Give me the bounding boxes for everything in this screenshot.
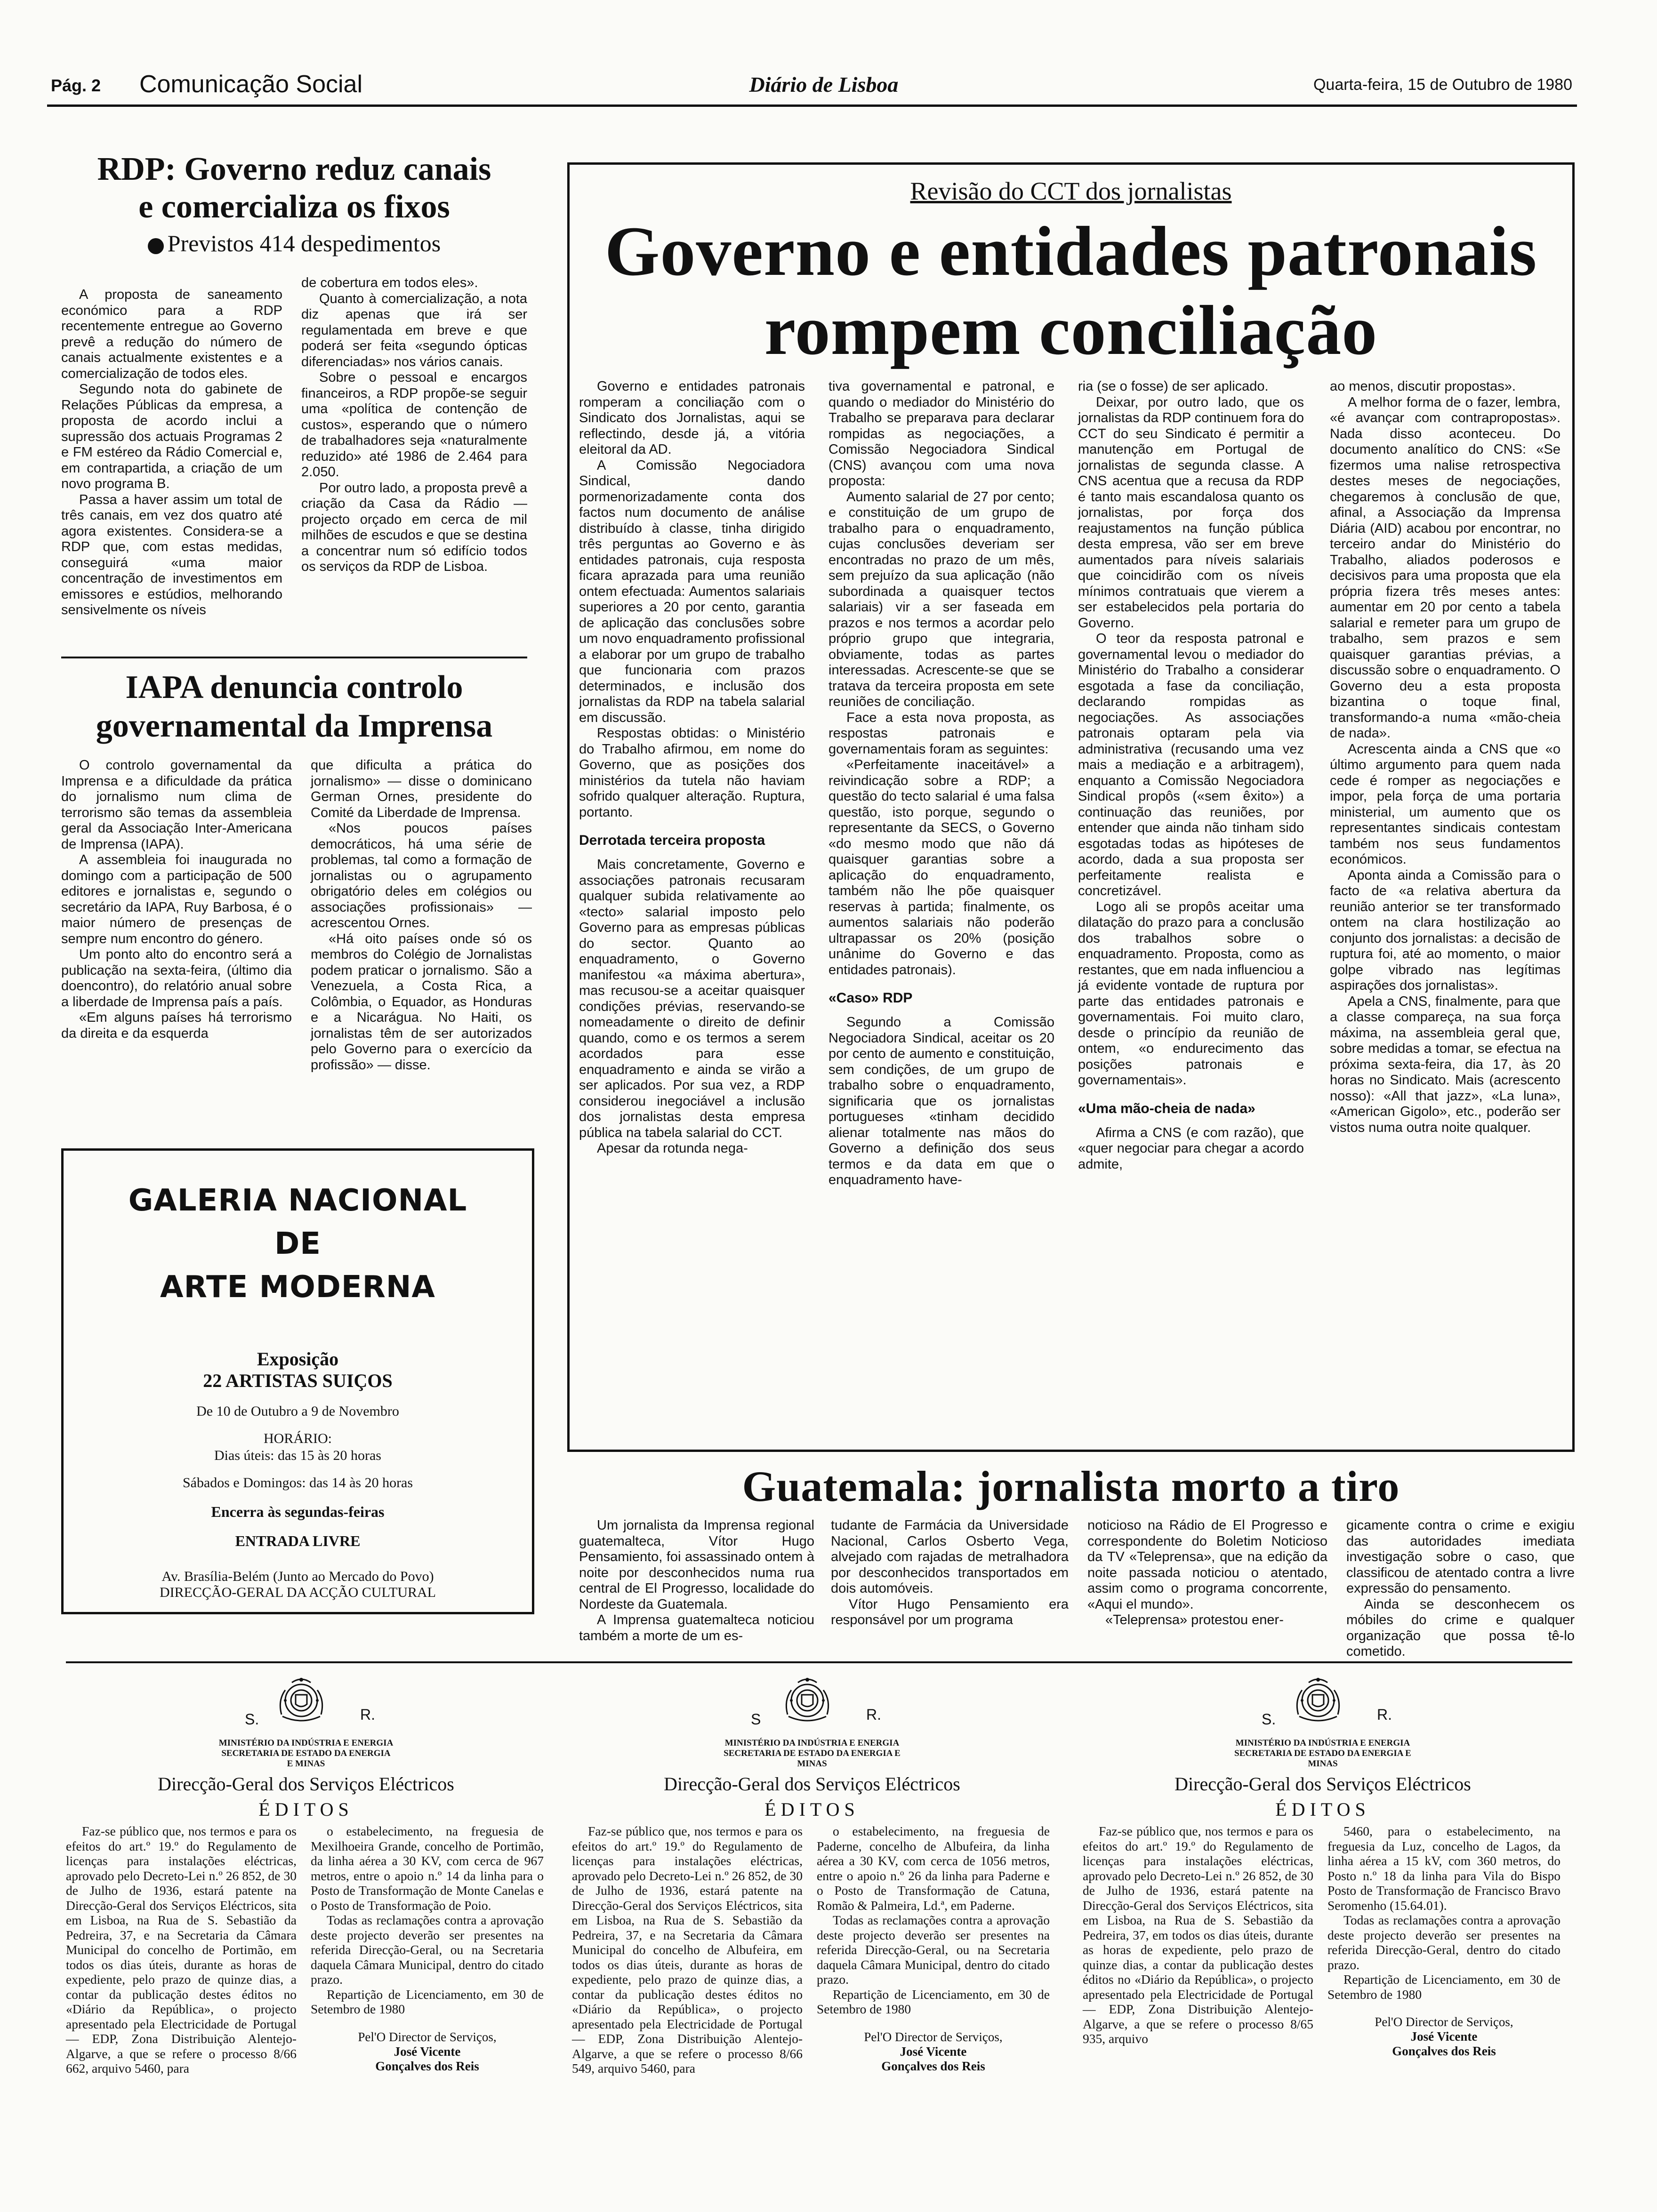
- paragraph: «Teleprensa» protestou ener-: [1105, 1612, 1284, 1627]
- paragraph: Mais concretamente, Governo e associações patronais recusaram qualquer subida relativamente ao «tecto» salarial imposto pelo Governo para as empresas públicas do sector. Quanto ao enquadramento, o Governo manifestou «a máxima abertura», mas recusou-se a aceitar quaisquer condições prévias, reservando-se nomeadamente o direito de definir quando, como e os termos a serem acordados para esse enquadramento e ainda se virão a ser aplicados. Por sua vez, a RDP considerou inegociável a inclusão dos jornalistas desta empresa pública na tabela salarial do CCT.: [579, 857, 805, 1140]
- galeria-dates: De 10 de Outubro a 9 de Novembro: [196, 1403, 399, 1419]
- paragraph: que dificulta a prática do jornalismo» — disse o dominicano German Ornes, presidente do Comité da Liberdade de Imprensa.: [311, 758, 532, 820]
- cct-column-3: [1078, 379, 1304, 1447]
- crest-s: S.: [245, 1711, 259, 1728]
- paragraph: Repartição de Licenciamento, em 30 de Setembro de 1980: [1327, 1972, 1560, 2002]
- guatemala-column-4: [1346, 1518, 1575, 1659]
- paragraph: 5460, para o estabelecimento, na freguesia da Luz, concelho de Lagos, da linha aérea a 15 kV, com 360 metros, do Posto n.º 18 da linha para Vila do Bispo Posto de Transformação de Francisco Bravo Seromenho (15.64.01).: [1327, 1824, 1560, 1913]
- crest-icon: [779, 1673, 840, 1730]
- edito-notice: S R. MINISTÉRIO DA INDÚSTRIA E ENERGIA SECRETARIA DE ESTADO DA ENERGIA E MINAS Direcção-Geral dos Serviços Eléctricos ÉDITOS Faz-se público que, nos termos e para os efeitos do art.º 19.º do Regulamento de licenças para instalações eléctricas, aprovado pelo Decreto-Lei n.º 26 852, de 30 de Julho de 1936, estará patente na Direcção-Geral dos Serviços Eléctricos, sita em Lisboa, na Rua de S. Sebastião da Pedreira, 37, e na Secretaria da Câmara Municipal do concelho de Albufeira, em todos os dias úteis, durante as horas de expediente, pelo prazo de quinze dias, a contar da publicação destes éditos no «Diário da República», o projecto apresentado pela Electricidade de Portugal — EDP, Zona Distribuição Alentejo-Algarve, a que se refere o processo 8/66 549, arquivo 5460, para o estabelecimento, na freguesia de Paderne, concelho de Albufeira, da linha aérea a 30 KV, com cerca de 1056 metros, entre o apoio n.º 26 da linha para Paderne e o Posto de Transformação de Catuna, Romão & Palmeira, Ld.ª, em Paderne. Todas as reclamações contra a aprovação deste projecto deverão ser presentes na referida Direcção-Geral, ou na Secretaria daquela Câmara Municipal, dentro do citado prazo. Repartição de Licenciamento, em 30 de Setembro de 1980 Pel'O Director de Serviços, José Vicente Gonçalves dos Reis: [572, 1668, 1066, 2196]
- paragraph: Segundo a Comissão Negociadora Sindical, aceitar os 20 por cento de aumento e constituição, sem condições, de um grupo de trabalho sobre o enquadramento, significaria que os jornalistas portugueses «tinham decidido alienar totalmente nas mãos do Governo a definição dos seus termos e da data em que o enquadramento have-: [828, 1015, 1054, 1187]
- paragraph: Logo ali se propôs aceitar uma dilatação do prazo para a conclusão dos trabalhos sobre o enquadramento. Proposta, como as restantes, que em nada influenciou a já evidente vontade de ruptura por parte das entidades patronais e governamentais. Foi muito claro, desde o princípio da reunião de ontem, «o endurecimento das posições patronais e governamentais».: [1078, 899, 1304, 1088]
- signer-line: Pel'O Director de Serviços,: [1375, 2015, 1513, 2029]
- paragraph: A melhor forma de o fazer, lembra, «é avançar com contrapropostas». Nada disso aconteceu. Do documento analítico do CNS: «Se fizermos uma nalise retrospectiva destes meses de negociações, chegaremos à conclusão de que, afinal, a Associação da Imprensa Diária (AID) acabou por encontrar, no terceiro andar do Ministério do Trabalho, aliados poderosos e decisivos para uma proposta que ela própria fizera três meses antes: aumentar em 20 por cento a tabela salarial e remeter para um grupo de trabalho, sem prazos e sem quaisquer garantias prévias, a discussão sobre o enquadramento. O Governo deu a esta proposta bizantina o toque final, transformando-a numa «mão-cheia de nada».: [1330, 394, 1560, 741]
- paragraph: Afirma a CNS (e com razão), que «quer negociar para chegar a acordo admite,: [1078, 1125, 1304, 1172]
- rdp-headline: RDP: Governo reduz canais e comercializa os fixos: [97, 151, 491, 225]
- galeria-org: DIRECÇÃO-GERAL DA ACÇÃO CULTURAL: [160, 1585, 436, 1600]
- paragraph: Todas as reclamações contra a aprovação deste projecto deverão ser presentes na referida Direcção-Geral, dentro do citado prazo.: [1327, 1913, 1560, 1972]
- dg-title: Direcção-Geral dos Serviços Eléctricos: [1174, 1773, 1471, 1795]
- paragraph: noticioso na Rádio de El Progresso e correspondente do Boletim Noticioso da TV «Teleprensa», que na edição da noite passada noticiou o atentado, assim como o programa concorrente, «Aqui el mundo».: [1087, 1518, 1327, 1612]
- ministry-name: MINISTÉRIO DA INDÚSTRIA E ENERGIA: [724, 1738, 900, 1748]
- newspaper-logo: Diário de Lisboa: [749, 72, 899, 96]
- paragraph: Faz-se público que, nos termos e para os efeitos do art.º 19.º do Regulamento de licenças para instalações eléctricas, aprovado pelo Decreto-Lei n.º 26 852, de 30 de Julho de 1936, estará patente na Direcção-Geral dos Serviços Eléctricos, sita em Lisboa, na Rua de S. Sebastião da Pedreira, 37, e na Secretaria da Câmara Municipal do concelho de Portimão, em todos os dias úteis, durante as horas de expediente, pelo prazo de quinze dias, a contar da publicação destes éditos no «Diário da República», o projecto apresentado pela Electricidade de Portugal — EDP, Zona Distribuição Alentejo-Algarve, a que se refere o processo 8/66 662, arquivo 5460, para: [66, 1824, 297, 2076]
- editos-title: ÉDITOS: [258, 1799, 354, 1820]
- rdp-subhead: Previstos 414 despedimentos: [61, 230, 527, 257]
- edito-column-2: [311, 1824, 544, 2196]
- paragraph: Todas as reclamações contra a aprovação deste projecto deverão ser presentes na referida Direcção-Geral, ou na Secretaria daquela Câmara Municipal, dentro do citado prazo.: [311, 1913, 544, 1987]
- secretariat-name: SECRETARIA DE ESTADO DA ENERGIA: [221, 1748, 391, 1758]
- rdp-column-1: [61, 287, 282, 640]
- paragraph: tiva governamental e patronal, e quando o mediador do Ministério do Trabalho se preparava para declarar rompidas as negociações, a Comissão Negociadora Sindical (CNS) avançou com uma nova proposta:: [828, 379, 1054, 489]
- crest-r: R.: [866, 1706, 881, 1723]
- galeria-ad: GALERIA NACIONAL DE ARTE MODERNA Exposição 22 ARTISTAS SUIÇOS De 10 de Outubro a 9 de Novembro HORÁRIO: Dias úteis: das 15 às 20 horas Sábados e Domingos: das 14 às 20 horas Encerra às segundas-feiras ENTRADA LIVRE Av. Brasília-Belém (Junto ao Mercado do Povo) DIRECÇÃO-GERAL DA ACÇÃO CULTURAL: [61, 1148, 534, 1614]
- paragraph: ao menos, discutir propostas».: [1330, 379, 1516, 394]
- paragraph: Deixar, por outro lado, que os jornalistas da RDP continuem fora do CCT do seu Sindicato é permitir a manutenção em Portugal de jornalistas de segunda classe. A CNS acentua que a recusa da RDP é tanto mais escandalosa quanto os jornalistas, por força dos reajustamentos na função pública desta empresa, vão ser em breve aumentados para níveis salariais que coincidirão com os níveis mínimos contratuais que vierem a ser estabelecidos pela portaria do Governo.: [1078, 394, 1304, 631]
- paragraph: A proposta de saneamento económico para a RDP recentemente entregue ao Governo prevê a redução do número de canais actualmente existentes e a comercialização de todos eles.: [61, 287, 282, 381]
- paragraph: Repartição de Licenciamento, em 30 de Setembro de 1980: [311, 1987, 544, 2016]
- cct-column-1: [579, 379, 805, 1447]
- galeria-artists: 22 ARTISTAS SUIÇOS: [203, 1370, 393, 1391]
- signer-line: Gonçalves dos Reis: [881, 2059, 985, 2073]
- paragraph: Governo e entidades patronais romperam a conciliação com o Sindicato dos Jornalistas, aqui se reflectindo, desde já, a vitória eleitoral da AD.: [579, 379, 805, 457]
- crest-r: R.: [1377, 1706, 1392, 1723]
- subheading: «Uma mão-cheia de nada»: [1078, 1100, 1255, 1116]
- crest-icon: [1290, 1673, 1351, 1730]
- rdp-column-2: [301, 275, 527, 642]
- crest-icon: [273, 1673, 334, 1730]
- section-title: Comunicação Social: [139, 71, 363, 98]
- paragraph: Ainda se desconhecem os móbiles do crime e qualquer organização que possa tê-lo cometido.: [1346, 1596, 1575, 1659]
- editos-title: ÉDITOS: [764, 1799, 860, 1820]
- paragraph: Aponta ainda a Comissão para o facto de «a relativa abertura da reunião anterior se ter transformado ontem na clara hostilização ao conjunto dos jornalistas: a decisão de ruptura foi, até ao momento, o maior golpe vibrado nas legítimas aspirações dos jornalistas».: [1330, 867, 1560, 993]
- crest-s: S: [751, 1711, 761, 1728]
- galeria-title: GALERIA NACIONAL: [128, 1183, 467, 1218]
- paragraph: Faz-se público que, nos termos e para os efeitos do art.º 19.º do Regulamento de licenças para instalações eléctricas, aprovado pelo Decreto-Lei n.º 26 852, de 30 de Julho de 1936, estará patente na Direcção-Geral dos Serviços Eléctricos, sita em Lisboa, na Rua de S. Sebastião da Pedreira, 37, e na Secretaria da Câmara Municipal do concelho de Albufeira, em todos os dias úteis, durante as horas de expediente, pelo prazo de quinze dias, a contar da publicação destes éditos no «Diário da República», o projecto apresentado pela Electricidade de Portugal — EDP, Zona Distribuição Alentejo-Algarve, a que se refere o processo 8/66 549, arquivo 5460, para: [572, 1824, 803, 2076]
- guatemala-column-3: [1087, 1518, 1327, 1640]
- iapa-column-2: [311, 758, 532, 1130]
- dg-title: Direcção-Geral dos Serviços Eléctricos: [664, 1773, 960, 1795]
- signature-block: [311, 2030, 544, 2074]
- crest-s: S.: [1262, 1711, 1276, 1728]
- paragraph: Faz-se público que, nos termos e para os efeitos do art.º 19.º do Regulamento de licenças para instalações eléctricas, aprovado pelo Decreto-Lei n.º 26 852, de 30 de Julho de 1936, estará patente na Direcção-Geral dos Serviços Eléctricos, sita em Lisboa, na Rua de S. Sebastião da Pedreira, 37, em todos os dias úteis, durante as horas de expediente, pelo prazo de quinze dias, a contar da publicação destes éditos no «Diário da República», o projecto apresentado pela Electricidade de Portugal — EDP, Zona Distribuição Alentejo-Algarve, a que se refere o processo 8/65 935, arquivo: [1083, 1824, 1313, 2046]
- paragraph: Um ponto alto do encontro será a publicação na sexta-feira, (último dia doencontro), do relatório anual sobre a liberdade de Imprensa país a país.: [61, 947, 292, 1010]
- paragraph: «Em alguns países há terrorismo da direita e da esquerda: [61, 1010, 292, 1041]
- paragraph: A assembleia foi inaugurada no domingo com a participação de 500 editores e jornalistas e, segundo o secretário da IAPA, Ruy Barbosa, é o maior número de presenças de sempre num encontro do género.: [61, 852, 292, 946]
- paragraph: o estabelecimento, na freguesia de Paderne, concelho de Albufeira, da linha aérea a 30 KV, com cerca de 1056 metros, entre o apoio n.º 26 da linha para Paderne e o Posto de Transformação de Catuna, Romão & Palmeira, Ld.ª, em Paderne.: [817, 1824, 1050, 1913]
- cct-column-4: [1330, 379, 1560, 1447]
- guatemala-column-2: [831, 1518, 1069, 1640]
- cct-headline: Governo e entidades patronais rompem conciliação: [604, 212, 1537, 369]
- paragraph: Por outro lado, a proposta prevê a criação da Casa da Rádio — projecto orçado em cerca de mil milhões de escudos e que se destina a concentrar num só edifício todos os serviços da RDP de Lisboa.: [301, 480, 527, 574]
- paragraph: «Há oito países onde só os membros do Colégio de Jornalistas podem praticar o jornalismo. São a Venezuela, a Costa Rica, a Colômbia, o Equador, as Honduras e a Nicarágua. No Haiti, os jornalistas têm de ser autorizados pelo Governo para o exercício da profissão» — disse.: [311, 931, 532, 1073]
- ministry-name: MINISTÉRIO DA INDÚSTRIA E ENERGIA: [218, 1738, 394, 1748]
- secretariat-name: SECRETARIA DE ESTADO DA ENERGIA E: [724, 1748, 901, 1758]
- signer-line: Gonçalves dos Reis: [375, 2059, 479, 2073]
- paragraph: Aumento salarial de 27 por cento; e constituição de um grupo de trabalho para o enquadramento, cujas conclusões deveriam ser encontradas no prazo de um mês, sem prejuízo da sua aplicação (não subordinada a quaisquer tectos salariais) vir a ser faseada em prazos e nos termos a acordar pelo próprio grupo que integraria, obviamente, todas as partes interessadas. Acrescente-se que se tratava da terceira proposta em sete reuniões de conciliação.: [828, 489, 1054, 709]
- paragraph: Passa a haver assim um total de três canais, em vez dos quatro até agora existentes. Considera-se a RDP que, com estas medidas, conseguirá «uma maior concentração de investimentos em emissores e estúdios, melhorando sensivelmente os níveis: [61, 492, 282, 617]
- paragraph: Quanto à comercialização, a nota diz apenas que irá ser regulamentada em breve e que poderá ser feita «segundo ópticas diferenciadas» nos vários canais.: [301, 291, 527, 369]
- guatemala-headline: Guatemala: jornalista morto a tiro: [742, 1462, 1400, 1510]
- paragraph: Um jornalista da Imprensa regional guatemalteca, Vítor Hugo Pensamiento, foi assassinado ontem à noite por desconhecidos numa rua central de El Progresso, localidade do Nordeste da Guatemala.: [579, 1518, 814, 1612]
- galeria-entry: ENTRADA LIVRE: [235, 1532, 361, 1549]
- ministry-name: MINISTÉRIO DA INDÚSTRIA E ENERGIA: [1235, 1738, 1410, 1748]
- edito-column-2: [1327, 1824, 1560, 2196]
- galeria-closed: Encerra às segundas-feiras: [211, 1503, 385, 1520]
- paragraph: Vítor Hugo Pensamiento era responsável por um programa: [831, 1596, 1069, 1627]
- paragraph: A Comissão Negociadora Sindical, dando pormenorizadamente conta dos factos num documento de análise distribuído à classe, tinha dirigido três perguntas ao Governo e às entidades patronais, cuja resposta ficara aprazada para uma reunião ontem efectuada: Aumentos salariais superiores a 20 por cento, garantia de aplicação das conclusões sobre um novo enquadramento profissional a elaborar por um grupo de trabalho que funcionaria com prazos determinados, e inclusão dos jornalistas da RDP na tabela salarial em discussão.: [579, 457, 805, 725]
- signature-block: [1327, 2015, 1560, 2059]
- edito-notice: S. R. MINISTÉRIO DA INDÚSTRIA E ENERGIA SECRETARIA DE ESTADO DA ENERGIA E MINAS Direcção-Geral dos Serviços Eléctricos ÉDITOS Faz-se público que, nos termos e para os efeitos do art.º 19.º do Regulamento de licenças para instalações eléctricas, aprovado pelo Decreto-Lei n.º 26 852, de 30 de Julho de 1936, estará patente na Direcção-Geral dos Serviços Eléctricos, sita em Lisboa, na Rua de S. Sebastião da Pedreira, 37, e na Secretaria da Câmara Municipal do concelho de Portimão, em todos os dias úteis, durante as horas de expediente, pelo prazo de quinze dias, a contar da publicação destes éditos no «Diário da República», o projecto apresentado pela Electricidade de Portugal — EDP, Zona Distribuição Alentejo-Algarve, a que se refere o processo 8/66 662, arquivo 5460, para o estabelecimento, na freguesia de Mexilhoeira Grande, concelho de Portimão, da linha aérea a 30 KV, com cerca de 967 metros, entre o apoio n.º 14 da linha para o Posto de Transformação de Monte Canelas e o Posto de Transformação de Poio. Todas as reclamações contra a aprovação deste projecto deverão ser presentes na referida Direcção-Geral, ou na Secretaria daquela Câmara Municipal, dentro do citado prazo. Repartição de Licenciamento, em 30 de Setembro de 1980 Pel'O Director de Serviços, José Vicente Gonçalves dos Reis: [66, 1668, 560, 2196]
- edito-column-1: [1083, 1824, 1313, 2196]
- paragraph: ria (se o fosse) de ser aplicado.: [1078, 379, 1269, 394]
- cct-column-2: [828, 379, 1054, 1447]
- signature-block: [817, 2030, 1050, 2074]
- signer-line: José Vicente: [394, 2044, 461, 2059]
- paragraph: Acrescenta ainda a CNS que «o último argumento para quem nada cede é romper as negociações e impor, pela força de uma portaria ministerial, um aumento que os representantes sindicais contestam também nos seus fundamentos económicos.: [1330, 741, 1560, 867]
- paragraph: «Nos poucos países democráticos, há uma série de problemas, tal como a formação de jornalistas ou o agrupamento obrigatório deles em colégios ou associações profissionais» — acrescentou Ornes.: [311, 821, 532, 930]
- edito-column-2: [817, 1824, 1050, 2196]
- crest-r: R.: [360, 1706, 375, 1723]
- edito-column-1: [66, 1824, 297, 2196]
- secretariat-name: SECRETARIA DE ESTADO DA ENERGIA E: [1234, 1748, 1411, 1758]
- iapa-headline: IAPA denuncia controlo governamental da Imprensa: [96, 669, 493, 744]
- divider: [61, 657, 527, 658]
- cct-kicker: Revisão do CCT dos jornalistas: [910, 177, 1232, 205]
- signer-line: José Vicente: [900, 2044, 967, 2059]
- edito-notice: S. R. MINISTÉRIO DA INDÚSTRIA E ENERGIA SECRETARIA DE ESTADO DA ENERGIA E MINAS Direcção-Geral dos Serviços Eléctricos ÉDITOS Faz-se público que, nos termos e para os efeitos do art.º 19.º do Regulamento de licenças para instalações eléctricas, aprovado pelo Decreto-Lei n.º 26 852, de 30 de Julho de 1936, estará patente na Direcção-Geral dos Serviços Eléctricos, sita em Lisboa, na Rua de S. Sebastião da Pedreira, 37, em todos os dias úteis, durante as horas de expediente, pelo prazo de quinze dias, a contar da publicação destes éditos no «Diário da República», o projecto apresentado pela Electricidade de Portugal — EDP, Zona Distribuição Alentejo-Algarve, a que se refere o processo 8/65 935, arquivo 5460, para o estabelecimento, na freguesia da Luz, concelho de Lagos, da linha aérea a 15 kV, com 360 metros, do Posto n.º 18 da linha para Vila do Bispo Posto de Transformação de Francisco Bravo Seromenho (15.64.01). Todas as reclamações contra a aprovação deste projecto deverão ser presentes na referida Direcção-Geral, dentro do citado prazo. Repartição de Licenciamento, em 30 de Setembro de 1980 Pel'O Director de Serviços, José Vicente Gonçalves dos Reis: [1083, 1668, 1577, 2196]
- paragraph: O controlo governamental da Imprensa e a dificuldade da prática do jornalismo num clima de terrorismo são temas da assembleia geral da Associação Inter-Americana de Imprensa (IAPA).: [61, 758, 292, 852]
- galeria-exposicao: Exposição: [257, 1348, 339, 1370]
- paragraph: Todas as reclamações contra a aprovação deste projecto deverão ser presentes na referida Direcção-Geral, ou na Secretaria daquela Câmara Municipal, dentro do citado prazo.: [817, 1913, 1050, 1987]
- signer-line: Gonçalves dos Reis: [1392, 2044, 1496, 2058]
- masthead: [47, 64, 1572, 106]
- paragraph: Apesar da rotunda nega-: [597, 1141, 748, 1156]
- paragraph: «Perfeitamente inaceitável» a reivindicação sobre a RDP; a questão do tecto salarial é uma falsa questão, isto porque, segundo o representante da SECS, o Governo «do mesmo modo que não dá quaisquer garantias sobre a aplicação do enquadramento, também não lhe põe quaisquer reservas à partida; finalmente, os aumentos salariais não poderão ultrapassar os 20% (posição unânime do Governo e das entidades patronais).: [828, 757, 1054, 978]
- masthead-rule: [47, 104, 1577, 107]
- paragraph: Apela a CNS, finalmente, para que a classe compareça, na sua força máxima, na assembleia geral que, sobre medidas a tomar, se efectua na próxima sexta-feira, dia 17, às 20 horas no Sindicato. Mais (acrescento nosso): «All that jazz», «La luna», «American Gigolo», etc., poderão ser vistos numa outra noite qualquer.: [1330, 994, 1560, 1135]
- guatemala-column-1: [579, 1518, 814, 1643]
- galeria-address: Av. Brasília-Belém (Junto ao Mercado do Povo): [161, 1569, 434, 1584]
- page-number: Pág. 2: [51, 76, 101, 95]
- paragraph: Sobre o pessoal e encargos financeiros, a RDP propõe-se seguir uma «política de contenção de custos», esperando que o número de trabalhadores seja «naturalmente reduzido» até 1986 de 2.464 para 2.050.: [301, 370, 527, 480]
- issue-date: Quarta-feira, 15 de Outubro de 1980: [1313, 76, 1572, 94]
- iapa-column-1: [61, 758, 292, 1130]
- paragraph: O teor da resposta patronal e governamental levou o mediador do Ministério do Trabalho a considerar esgotada a fase da conciliação, declarando rompidas as negociações. As associações patronais optaram pela via administrativa (recusando uma vez mais a mediação e a arbitragem), enquanto a Comissão Negociadora Sindical propôs («sem êxito») a continuação das reuniões, por entender que ainda não tinham sido esgotadas todas as hipóteses de acordo, dada a sua proposta ser perfeitamente realista e concretizável.: [1078, 631, 1304, 898]
- paragraph: o estabelecimento, na freguesia de Mexilhoeira Grande, concelho de Portimão, da linha aérea a 30 KV, com cerca de 967 metros, entre o apoio n.º 14 da linha para o Posto de Transformação de Monte Canelas e o Posto de Transformação de Poio.: [311, 1824, 544, 1913]
- galeria-horario: HORÁRIO:: [263, 1431, 332, 1446]
- paragraph: Respostas obtidas: o Ministério do Trabalho afirmou, em nome do Governo, que as posições dos ministérios da tutela não haviam sofrido qualquer alteração. Ruptura, portanto.: [579, 726, 805, 820]
- subheading: Derrotada terceira proposta: [579, 833, 765, 848]
- paragraph: Face a esta nova proposta, as respostas patronais e governamentais foram as seguintes:: [828, 710, 1054, 757]
- subheading: «Caso» RDP: [828, 990, 913, 1006]
- signer-line: Pel'O Director de Serviços,: [358, 2029, 497, 2044]
- paragraph: A Imprensa guatemalteca noticiou também a morte de um es-: [579, 1612, 814, 1643]
- paragraph: Repartição de Licenciamento, em 30 de Setembro de 1980: [817, 1987, 1050, 2016]
- paragraph: gicamente contra o crime e exigiu das autoridades imediata investigação sobre o caso, que classificou de atentado contra a livre expressão do pensamento.: [1346, 1518, 1575, 1596]
- editos-title: ÉDITOS: [1275, 1799, 1370, 1820]
- paragraph: de cobertura em todos eles».: [301, 275, 478, 290]
- dg-title: Direcção-Geral dos Serviços Eléctricos: [158, 1773, 454, 1795]
- editos-top-rule: [66, 1661, 1572, 1663]
- paragraph: Segundo nota do gabinete de Relações Públicas da empresa, a proposta de acordo inclui a supressão dos actuais Programas 2 e FM estéreo da Rádio Comercial e, em contrapartida, a criação de um novo programa B.: [61, 382, 282, 491]
- signer-line: Pel'O Director de Serviços,: [864, 2029, 1003, 2044]
- signer-line: José Vicente: [1410, 2029, 1478, 2044]
- bullet-icon: [148, 238, 164, 254]
- edito-column-1: [572, 1824, 803, 2196]
- paragraph: tudante de Farmácia da Universidade Nacional, Carlos Osberto Vega, alvejado com rajadas de metralhadora por desconhecidos transportados em dois automóveis.: [831, 1518, 1069, 1596]
